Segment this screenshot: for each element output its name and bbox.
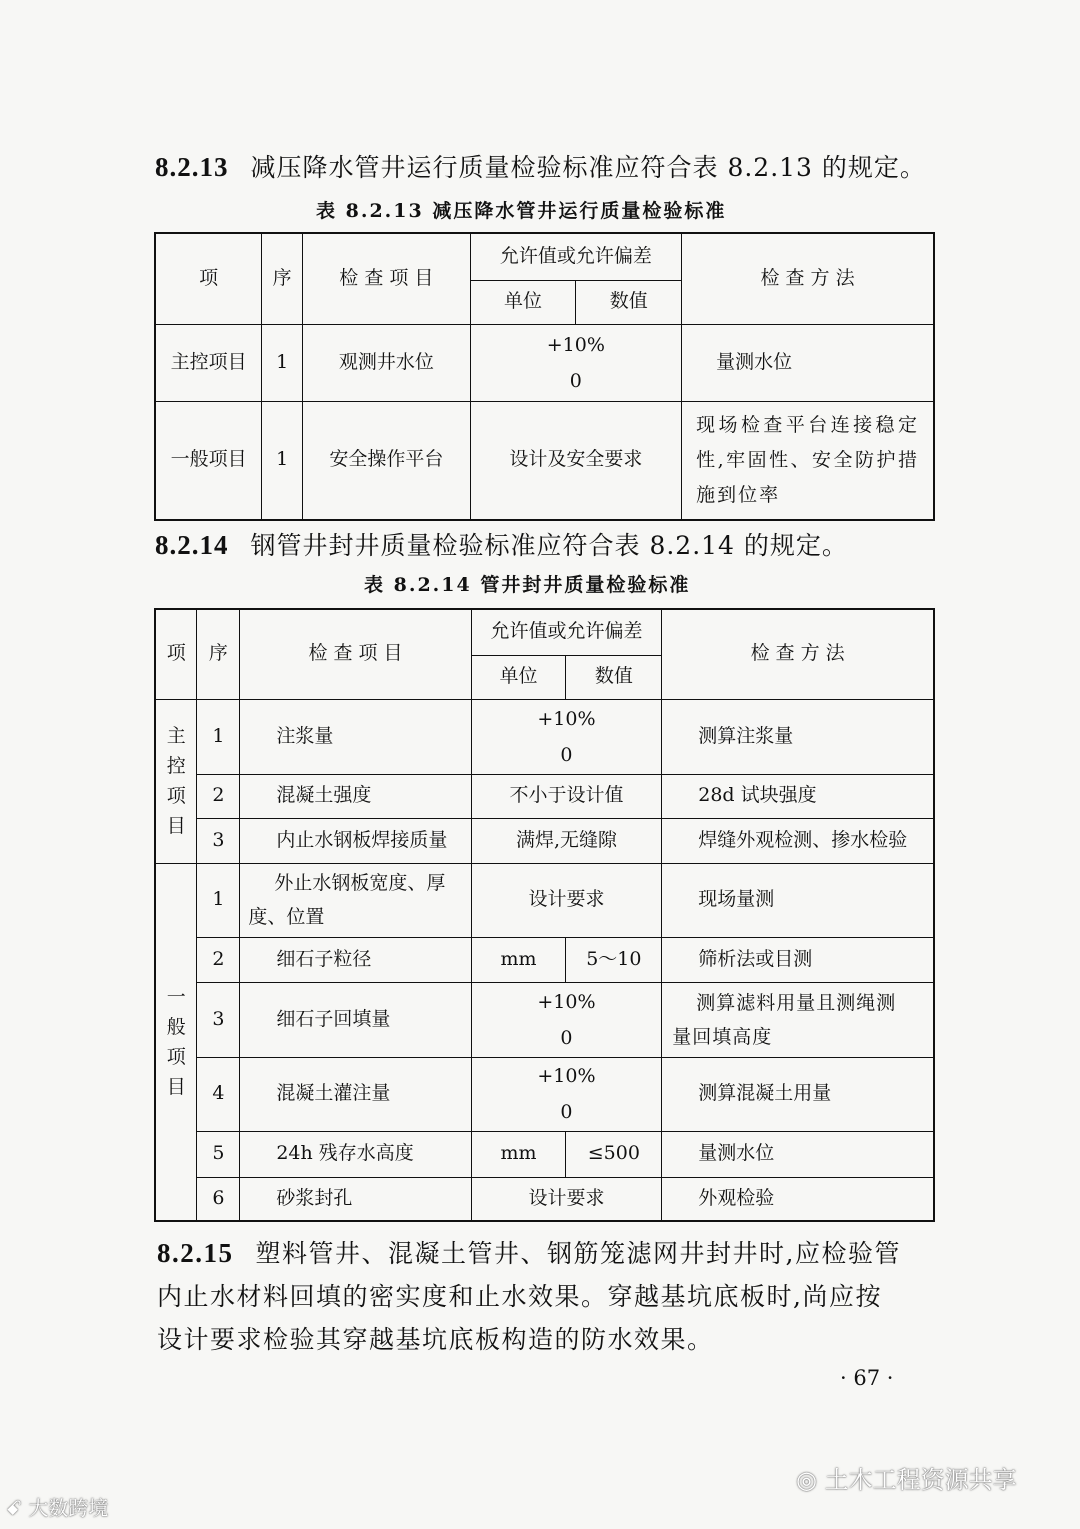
check-item-cell: 外止水钢板宽度、厚 度、位置 bbox=[240, 863, 471, 937]
clause-8-2-14 bbox=[155, 526, 848, 562]
check-item-cell: 内止水钢板焊接质量 bbox=[240, 818, 471, 863]
check-item-cell: 24h 残存水高度 bbox=[240, 1131, 471, 1177]
value-cell: 5～10 bbox=[566, 937, 662, 982]
check-item-cell: 注浆量 bbox=[240, 699, 471, 774]
clause-8-2-13 bbox=[155, 148, 926, 184]
table-8-2-13 bbox=[154, 232, 935, 521]
header-method: 检 查 方 法 bbox=[682, 233, 934, 324]
clause-text: 钢管井封井质量检验标准应符合表 8.2.14 的规定。 bbox=[250, 531, 848, 560]
paragraph-line: 设计要求检验其穿越基坑底板构造的防水效果。 bbox=[157, 1325, 714, 1354]
table-8-2-14 bbox=[154, 608, 935, 1222]
tolerance-lower: 0 bbox=[560, 1101, 573, 1123]
group-main-label: 主 控 项 目 bbox=[155, 699, 197, 863]
paragraph-line: 内止水材料回填的密实度和止水效果。穿越基坑底板时,尚应按 bbox=[157, 1282, 882, 1311]
tolerance-cell bbox=[471, 699, 662, 774]
tolerance-lower: 0 bbox=[569, 369, 582, 392]
check-item-cell: 安全操作平台 bbox=[303, 401, 470, 520]
header-tolerance: 允许值或允许偏差 bbox=[470, 233, 681, 280]
table-row bbox=[155, 982, 934, 1057]
table-caption-8-2-13: 表 8.2.13 减压降水管井运行质量检验标准 bbox=[316, 200, 727, 222]
table-row bbox=[155, 401, 934, 520]
method-cell: 测算注浆量 bbox=[662, 699, 934, 774]
tolerance-cell: 设计要求 bbox=[471, 863, 662, 937]
method-cell: 外观检验 bbox=[662, 1177, 934, 1221]
header-unit: 单位 bbox=[471, 655, 566, 699]
seq-cell: 1 bbox=[197, 699, 240, 774]
table-row bbox=[155, 863, 934, 937]
unit-cell: mm bbox=[471, 937, 566, 982]
method-cell: 量测水位 bbox=[662, 1131, 934, 1177]
seq-cell: 1 bbox=[262, 401, 303, 520]
table-caption-8-2-14: 表 8.2.14 管井封井质量检验标准 bbox=[364, 574, 691, 596]
method-cell: 量测水位 bbox=[682, 324, 934, 401]
header-seq: 序 bbox=[262, 233, 303, 324]
check-item-cell: 细石子粒径 bbox=[240, 937, 471, 982]
watermark-left bbox=[6, 1492, 108, 1521]
header-value: 数值 bbox=[576, 280, 682, 324]
table-row bbox=[155, 1057, 934, 1131]
tolerance-cell bbox=[471, 1057, 662, 1131]
clause-number: 8.2.14 bbox=[155, 530, 229, 560]
tolerance-cell: 满焊,无缝隙 bbox=[471, 818, 662, 863]
header-tolerance: 允许值或允许偏差 bbox=[471, 609, 662, 655]
seq-cell: 6 bbox=[197, 1177, 240, 1221]
seq-cell: 3 bbox=[197, 818, 240, 863]
method-cell: 现场检查平台连接稳定性,牢固性、安全防护措施到位率 bbox=[682, 401, 934, 520]
method-cell: 28d 试块强度 bbox=[662, 774, 934, 818]
tolerance-upper: +10% bbox=[537, 990, 596, 1013]
table-row bbox=[155, 1131, 934, 1177]
clause-text: 减压降水管井运行质量检验标准应符合表 8.2.13 的规定。 bbox=[250, 153, 926, 182]
header-unit: 单位 bbox=[470, 280, 576, 324]
seq-cell: 4 bbox=[197, 1057, 240, 1131]
value-cell: ≤500 bbox=[566, 1131, 662, 1177]
clause-8-2-15 bbox=[157, 1232, 947, 1361]
method-cell: 测算滤料用量且测绳测 量回填高度 bbox=[662, 982, 934, 1057]
group-general-label: 一 般 项 目 bbox=[155, 863, 197, 1221]
check-item-cell: 细石子回填量 bbox=[240, 982, 471, 1057]
tolerance-upper: +10% bbox=[537, 707, 596, 730]
check-item-cell: 砂浆封孔 bbox=[240, 1177, 471, 1221]
paragraph-line: 塑料管井、混凝土管井、钢筋笼滤网井封井时,应检验管 bbox=[255, 1239, 901, 1268]
tolerance-cell: 不小于设计值 bbox=[471, 774, 662, 818]
page-number: · 67 · bbox=[840, 1366, 894, 1390]
seq-cell: 3 bbox=[197, 982, 240, 1057]
header-seq: 序 bbox=[197, 609, 240, 699]
watermark-right bbox=[796, 1460, 1017, 1495]
header-check-item: 检 查 项 目 bbox=[240, 609, 471, 699]
table-row bbox=[155, 818, 934, 863]
method-cell: 筛析法或目测 bbox=[662, 937, 934, 982]
method-cell: 现场量测 bbox=[662, 863, 934, 937]
table-row bbox=[155, 774, 934, 818]
clause-number: 8.2.15 bbox=[157, 1238, 234, 1268]
header-method: 检 查 方 法 bbox=[662, 609, 934, 699]
seq-cell: 1 bbox=[262, 324, 303, 401]
method-cell: 焊缝外观检测、掺水检验 bbox=[662, 818, 934, 863]
table-row bbox=[155, 324, 934, 401]
seq-cell: 5 bbox=[197, 1131, 240, 1177]
tolerance-cell: 设计及安全要求 bbox=[470, 401, 681, 520]
header-check-item: 检 查 项 目 bbox=[303, 233, 470, 324]
table-row bbox=[155, 937, 934, 982]
tolerance-cell: 设计要求 bbox=[471, 1177, 662, 1221]
check-item-cell: 混凝土强度 bbox=[240, 774, 471, 818]
seq-cell: 1 bbox=[197, 863, 240, 937]
watermark-left-text: 大数跨境 bbox=[28, 1496, 109, 1520]
check-item-cell: 混凝土灌注量 bbox=[240, 1057, 471, 1131]
method-cell: 测算混凝土用量 bbox=[662, 1057, 934, 1131]
seq-cell: 2 bbox=[197, 774, 240, 818]
tolerance-cell bbox=[470, 324, 681, 401]
table-row bbox=[155, 1177, 934, 1221]
group-label: 主控项目 bbox=[155, 324, 262, 401]
watermark-right-text: 土木工程资源共享 bbox=[824, 1466, 1017, 1494]
header-item: 项 bbox=[155, 609, 197, 699]
seq-cell: 2 bbox=[197, 937, 240, 982]
tolerance-lower: 0 bbox=[560, 743, 573, 766]
unit-cell: mm bbox=[471, 1131, 566, 1177]
tolerance-upper: +10% bbox=[537, 1065, 596, 1087]
weibo-icon: ꗃ bbox=[6, 1496, 22, 1520]
tolerance-lower: 0 bbox=[560, 1026, 573, 1049]
wechat-icon: ◎ bbox=[796, 1466, 817, 1494]
group-label: 一般项目 bbox=[155, 401, 262, 520]
check-item-cell: 观测井水位 bbox=[303, 324, 470, 401]
tolerance-upper: +10% bbox=[546, 333, 605, 356]
header-item: 项 bbox=[155, 233, 262, 324]
clause-number: 8.2.13 bbox=[155, 152, 229, 182]
header-value: 数值 bbox=[566, 655, 662, 699]
table-row bbox=[155, 699, 934, 774]
tolerance-cell bbox=[471, 982, 662, 1057]
